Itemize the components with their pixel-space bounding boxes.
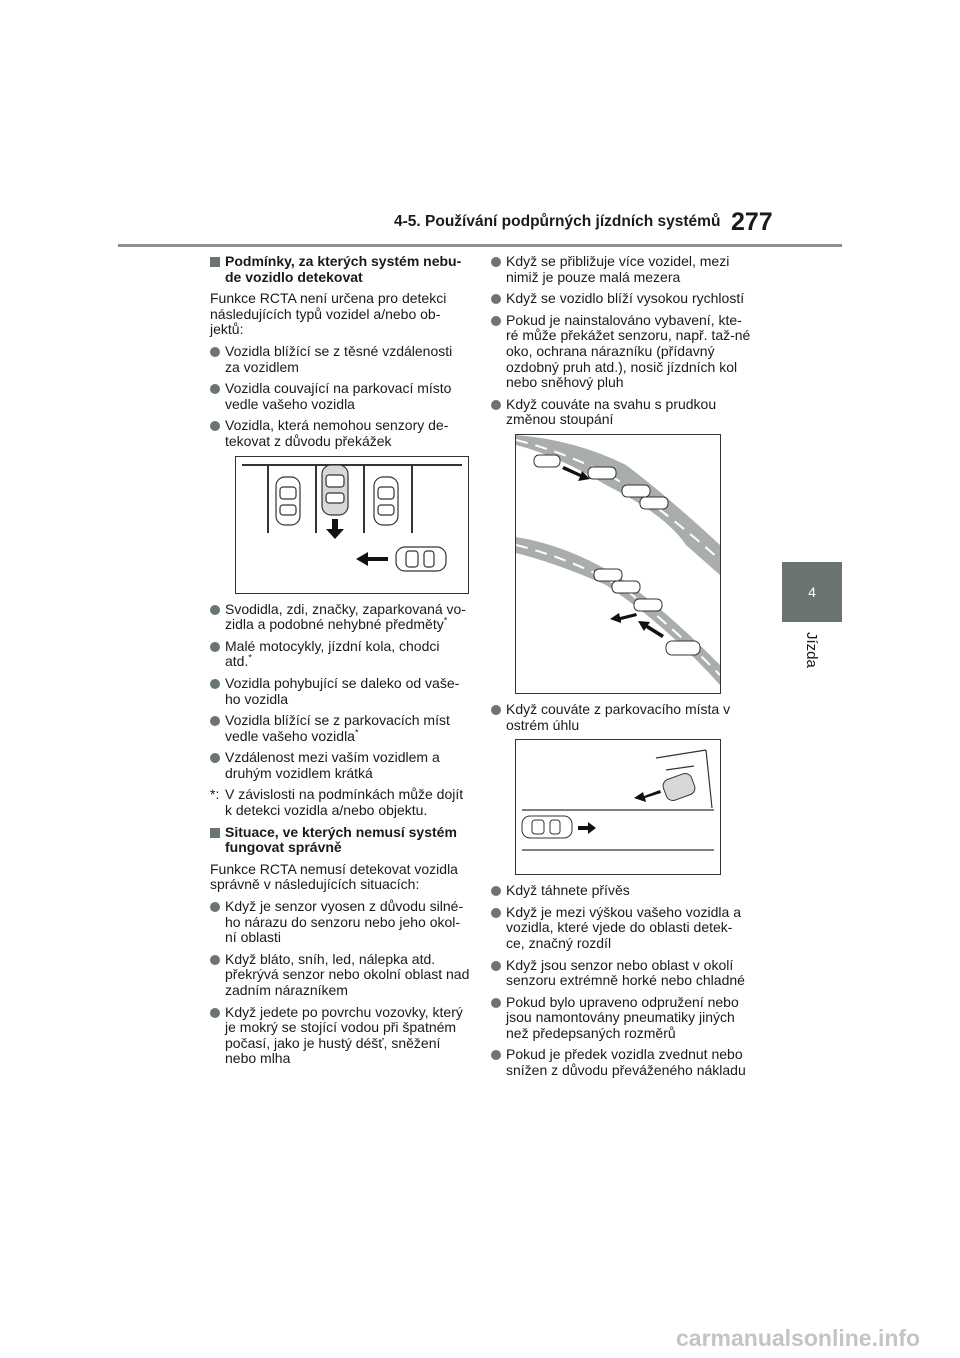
chapter-tab: 4 (782, 562, 842, 622)
watermark: carmanualsonline.info (676, 1325, 921, 1351)
list-item (210, 639, 470, 670)
list-item: Když jsou senzor nebo oblast v okolí senzoru extrémně horké nebo chladné (491, 958, 751, 989)
footnote-ref: * (354, 727, 359, 738)
section-heading-detection-conditions: Podmínky, za kterých systém nebu-de vozidlo detekovat (210, 254, 470, 285)
list-item: Vozidla blížící se z těsné vzdálenosti za vozidlem (210, 344, 470, 375)
section-heading-malfunction-situations: Situace, ve kterých nemusí systém fungovat správně (210, 825, 470, 856)
footnote-mark: *: (210, 786, 220, 803)
parking-lot-illustration (235, 456, 469, 594)
intro-paragraph: Funkce RCTA není určena pro detekci následujících typů vozidel a/nebo ob-jektů: (210, 290, 447, 338)
list-item-text: Vozidla blížící se z parkovacích míst vedle vašeho vozidla (225, 712, 450, 744)
list-item (210, 713, 470, 744)
page-number: 277 (731, 208, 773, 236)
list-item: Když je mezi výškou vašeho vozidla a vozidla, které vjede do oblasti detek-ce, značný rozdíl (491, 905, 751, 952)
list-item: Vozidla couvající na parkovací místo vedle vašeho vozidla (210, 381, 470, 412)
list-item: Když se vozidlo blíží vysokou rychlostí (491, 291, 751, 307)
list-item (210, 676, 470, 707)
header-divider (118, 244, 842, 247)
list-item-text: Svodidla, zdi, značky, zaparkovaná vo-zidla a podobné nehybné předměty (225, 600, 466, 633)
section-title: 4-5. Používání podpůrných jízdních systémů (394, 213, 721, 230)
left-column (210, 254, 470, 1073)
list-item: Pokud je nainstalováno vybavení, kte-ré může překážet senzoru, např. taž-né oko, ochrana nárazníku (přídavný ozdobný pruh atd.), nosič jízdních kol nebo sněhový pluh (491, 313, 751, 391)
list-item: Když couváte na svahu s prudkou změnou stoupání (491, 397, 751, 428)
list-item: Pokud je předek vozidla zvednut nebo snížen z důvodu převáženého nákladu (491, 1047, 751, 1078)
list-item: Když je senzor vyosen z důvodu silné-ho nárazu do senzoru nebo jeho okol-ní oblasti (210, 899, 470, 946)
list-item: Když bláto, sníh, led, nálepka atd. překrývá senzor nebo okolní oblast nad zadním nárazníkem (210, 952, 470, 999)
list-item: Vozidla, která nemohou senzory de-tekovat z důvodu překážek (210, 418, 470, 449)
list-item: Když couváte z parkovacího místa v ostrém úhlu (491, 702, 751, 733)
list-item (210, 750, 470, 781)
list-item: Když se přibližuje více vozidel, mezi nimiž je pouze malá mezera (491, 254, 751, 285)
footnote (210, 787, 470, 818)
list-item-text: Malé motocykly, jízdní kola, chodci atd. (225, 637, 440, 670)
footnote-ref: * (248, 652, 252, 663)
footnote-text: V závislosti na podmínkách může dojít k detekci vozidla a/nebo objektu. (225, 786, 464, 819)
slope-road-illustration (515, 434, 721, 694)
list-item (210, 602, 470, 633)
list-item: Pokud bylo upraveno odpružení nebo jsou namontovány pneumatiky jiných než předepsaných rozměrů (491, 995, 751, 1042)
right-column (491, 254, 751, 1085)
chapter-label: Jízda (803, 632, 820, 668)
intro-paragraph: Funkce RCTA nemusí detekovat vozidla správně v následujících situacích: (210, 860, 458, 893)
list-item: Když táhnete přívěs (491, 883, 751, 899)
list-item: Když jedete po povrchu vozovky, který je mokrý se stojící vodou při špatném počasí, jako je hustý déšť, sněžení nebo mlha (210, 1005, 470, 1067)
footnote-ref: * (443, 615, 448, 626)
angled-parking-illustration (515, 739, 721, 875)
list-item-text: Vzdálenost mezi vaším vozidlem a druhým vozidlem krátká (225, 749, 440, 781)
list-item-text: Vozidla pohybující se daleko od vaše-ho vozidla (225, 674, 460, 707)
